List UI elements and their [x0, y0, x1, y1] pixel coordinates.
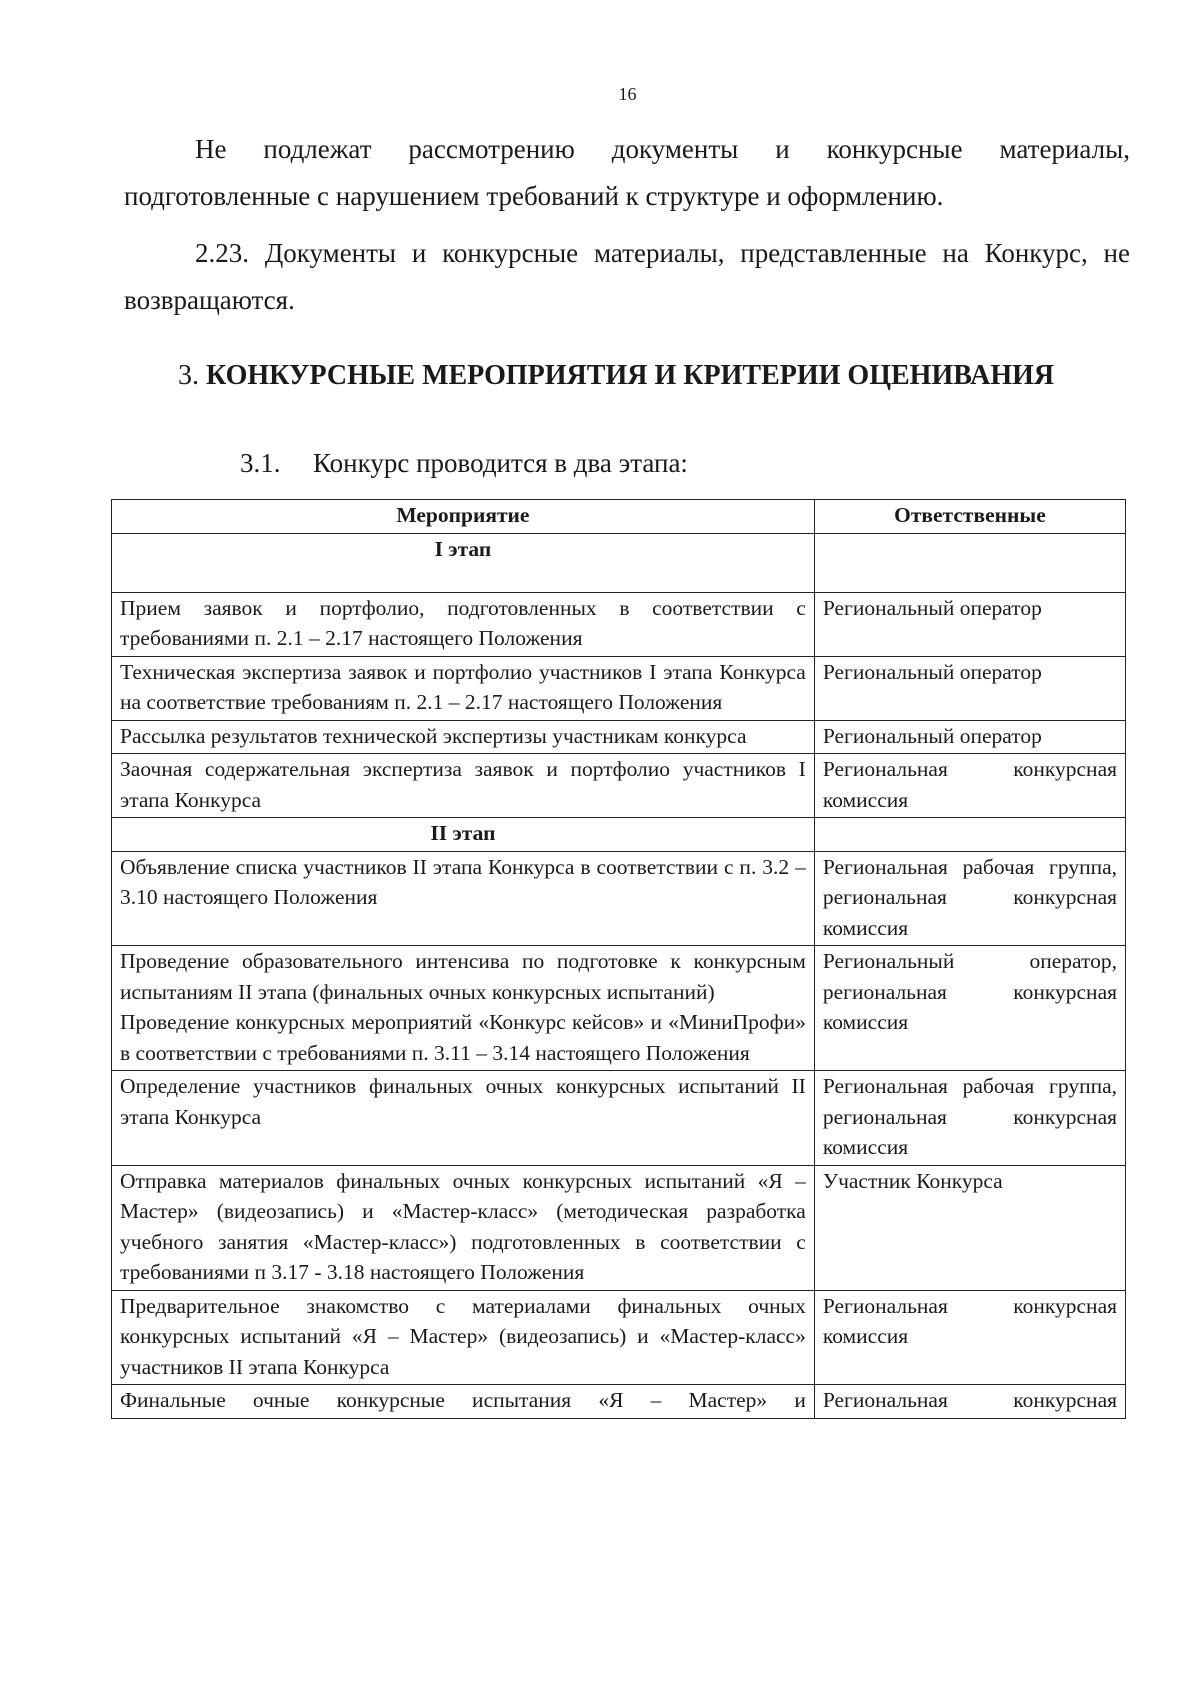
stage-row: [112, 818, 1126, 852]
event-cell: Объявление списка участников II этапа Конкурса в соответствии с п. 3.2 – 3.10 настоящего Положения: [112, 851, 815, 946]
responsible-cell: Региональный оператор: [814, 656, 1125, 720]
event-text: Проведение образовательного интенсива по подготовке к конкурсным испытаниям II этапа (финальных очных конкурсных испытаний): [120, 949, 806, 1004]
clause-number: 3.1.: [240, 448, 281, 478]
paragraph-rejection: [124, 126, 1130, 220]
table-cell: [814, 533, 1125, 592]
table-row: [112, 946, 1126, 1071]
table-cell: [814, 818, 1125, 852]
header-responsible: Ответственные: [814, 500, 1125, 534]
table-row: [112, 656, 1126, 720]
event-cell: Прием заявок и портфолио, подготовленных в соответствии с требованиями п. 2.1 – 2.17 настоящего Положения: [112, 592, 815, 656]
responsible-cell: Региональная рабочая группа, региональная конкурсная комиссия: [814, 851, 1125, 946]
clause-text: Конкурс проводится в два этапа:: [313, 448, 688, 478]
paragraph-2-23: 2.23. Документы и конкурсные материалы, представленные на Конкурс, не возвращаются.: [124, 238, 1130, 315]
event-cell: Предварительное знакомство с материалами финальных очных конкурсных испытаний «Я – Мастер» (видеозапись) и «Мастер-класс» участников II этапа Конкурса: [112, 1290, 815, 1385]
event-cell: Финальные очные конкурсные испытания «Я – Мастер» и: [112, 1385, 815, 1419]
page-number: 16: [618, 84, 637, 104]
section-number: 3.: [178, 360, 199, 391]
section-title: КОНКУРСНЫЕ МЕРОПРИЯТИЯ И КРИТЕРИИ ОЦЕНИВАНИЯ: [206, 360, 1055, 391]
responsible-cell: Региональная конкурсная комиссия: [814, 754, 1125, 818]
paragraph-line: Не подлежат рассмотрению документы и конкурсные материалы,: [195, 134, 1130, 164]
event-text: Проведение конкурсных мероприятий «Конкурс кейсов» и «МиниПрофи» в соответствии с требованиями п. 3.11 – 3.14 настоящего Положения: [120, 1010, 806, 1065]
responsible-cell: Участник Конкурса: [814, 1165, 1125, 1290]
header-event: Мероприятие: [112, 500, 815, 534]
event-cell: Заочная содержательная экспертиза заявок и портфолио участников I этапа Конкурса: [112, 754, 815, 818]
responsible-cell: Региональная конкурсная: [814, 1385, 1125, 1419]
responsible-cell: Региональный оператор, региональная конкурсная комиссия: [814, 946, 1125, 1071]
table-header-row: [112, 500, 1126, 534]
event-cell: Рассылка результатов технической экспертизы участникам конкурса: [112, 720, 815, 754]
paragraph-line: подготовленные с нарушением требований к структуре и оформлению.: [124, 181, 944, 211]
responsible-cell: Региональная рабочая группа, региональная конкурсная комиссия: [814, 1071, 1125, 1166]
event-cell: Определение участников финальных очных конкурсных испытаний II этапа Конкурса: [112, 1071, 815, 1166]
responsible-cell: Региональный оператор: [814, 592, 1125, 656]
table-row: [112, 851, 1126, 946]
event-cell: Техническая экспертиза заявок и портфолио участников I этапа Конкурса на соответствие требованиям п. 2.1 – 2.17 настоящего Положения: [112, 656, 815, 720]
event-cell: [112, 946, 815, 1071]
clause-3-1: [240, 448, 688, 479]
event-cell: Отправка материалов финальных очных конкурсных испытаний «Я – Мастер» (видеозапись) и «Мастер-класс» (методическая разработка учебного занятия «Мастер-класс») подготовленных в соответствии с требованиями п 3.17 - 3.18 настоящего Положения: [112, 1165, 815, 1290]
table-row: [112, 754, 1126, 818]
table-row: [112, 1165, 1126, 1290]
stage-label: II этап: [112, 818, 815, 852]
events-table: [111, 499, 1126, 1419]
responsible-cell: Региональная конкурсная комиссия: [814, 1290, 1125, 1385]
stage-label: I этап: [112, 533, 815, 592]
table-row: [112, 1071, 1126, 1166]
table-row: [112, 1290, 1126, 1385]
section-heading: [178, 360, 1054, 392]
table-row: [112, 720, 1126, 754]
table-row: [112, 592, 1126, 656]
responsible-cell: Региональный оператор: [814, 720, 1125, 754]
stage-row: [112, 533, 1126, 592]
table-row: [112, 1385, 1126, 1419]
